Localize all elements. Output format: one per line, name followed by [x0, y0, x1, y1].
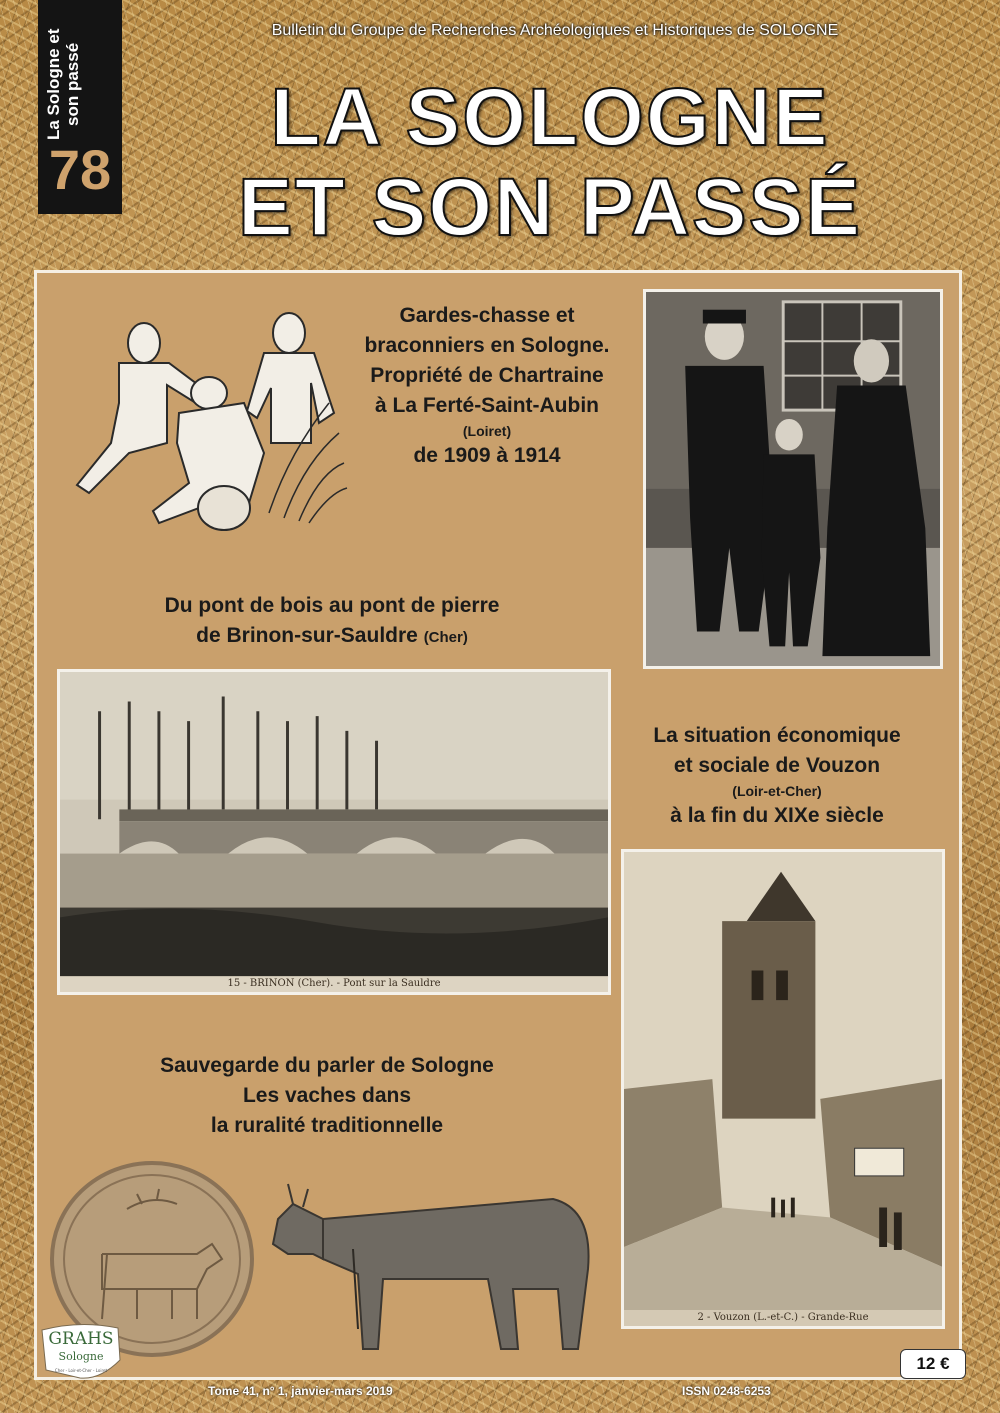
article-headline-gamekeepers [337, 301, 637, 471]
svg-text:Sologne: Sologne [58, 1350, 104, 1363]
gamekeeper-family-photo [643, 289, 943, 669]
article-headline-dialect [97, 1051, 557, 1141]
headline-line [97, 621, 567, 653]
church-caption-text: 2 - Vouzon (L.-et-C.) - Grande-Rue [697, 1312, 869, 1323]
headline-line: de 1909 à 1914 [413, 444, 561, 467]
headline-line: Du pont de bois au pont de pierre [164, 594, 500, 617]
cow-illustration [263, 1159, 623, 1369]
bridge-postcard-photo [57, 669, 611, 995]
gamekeepers-illustration [49, 293, 349, 543]
headline-line: à La Ferté-Saint-Aubin [374, 394, 600, 417]
vouzon-church-postcard-photo [621, 849, 945, 1329]
spine-title: La Sologne et son passé [44, 28, 82, 140]
headline-text: de Brinon-sur-Sauldre [196, 624, 418, 647]
headline-line: et sociale de Vouzon [673, 754, 881, 777]
headline-line: la ruralité traditionnelle [210, 1114, 444, 1137]
grahs-logo [40, 1320, 122, 1384]
issue-spine [38, 0, 122, 214]
magazine-title-line1: LA SOLOGNE [270, 72, 830, 163]
headline-region: (Loiret) [462, 423, 512, 439]
price-tag: 12 € [900, 1349, 966, 1379]
article-headline-bridge [97, 591, 567, 653]
headline-line: Propriété de Chartraine [370, 364, 604, 387]
headline-line: Sauvegarde du parler de Sologne [160, 1054, 494, 1077]
headline-line: La situation économique [653, 724, 901, 747]
bridge-photo-caption: 15 - BRINON (Cher). - Pont sur la Sauldre [60, 976, 608, 992]
content-panel [34, 270, 962, 1380]
headline-line: Les vaches dans [242, 1084, 412, 1107]
svg-text:GRAHS: GRAHS [48, 1329, 114, 1349]
headline-region: (Cher) [423, 629, 468, 646]
headline-region: (Loir-et-Cher) [732, 783, 822, 799]
magazine-title-line2: ET SON PASSÉ [238, 162, 862, 253]
article-headline-vouzon [617, 721, 937, 831]
headline-line: braconniers en Sologne. [364, 334, 610, 357]
headline-line: Gardes-chasse et [399, 304, 575, 327]
issue-number: 78 [48, 138, 112, 201]
church-photo-caption [624, 1310, 942, 1326]
issn-number: ISSN 0248-6253 [682, 1384, 771, 1398]
issue-volume-info: Tome 41, n° 1, janvier-mars 2019 [208, 1384, 393, 1398]
bulletin-subtitle: Bulletin du Groupe de Recherches Archéologiques et Historiques de SOLOGNE [271, 22, 839, 39]
svg-text:Cher - Loir-et-Cher - Loiret: Cher - Loir-et-Cher - Loiret [54, 1368, 108, 1373]
headline-line: à la fin du XIXe siècle [670, 804, 884, 827]
